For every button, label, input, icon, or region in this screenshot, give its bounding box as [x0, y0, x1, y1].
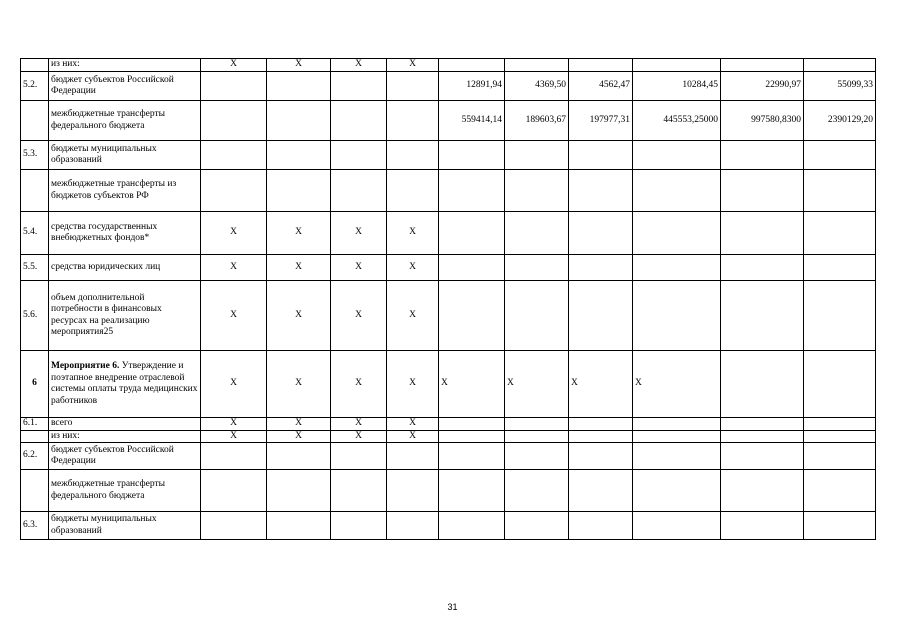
row-number: 5.3.: [21, 141, 49, 170]
table-row: [21, 512, 876, 540]
table-row: [21, 281, 876, 351]
row-label: средства государственных внебюджетных фондов*: [49, 212, 201, 255]
cell-value: 189603,67: [505, 101, 569, 141]
table-row: [21, 351, 876, 418]
cell-value: 10284,45: [633, 72, 721, 101]
cell-mark: [387, 101, 439, 141]
cell-mark: X: [267, 430, 331, 443]
cell-mark: X: [267, 212, 331, 255]
row-number: [21, 430, 49, 443]
cell-mark: X: [267, 418, 331, 431]
cell-mark: X: [633, 351, 721, 418]
cell-mark: X: [267, 351, 331, 418]
row-number: [21, 170, 49, 212]
cell-value: 997580,8300: [721, 101, 804, 141]
cell-mark: X: [387, 255, 439, 281]
row-number: 6: [21, 351, 49, 418]
row-label: межбюджетные трансферты федерального бюджета: [49, 470, 201, 512]
cell-mark: X: [387, 212, 439, 255]
table-row: [21, 443, 876, 470]
cell-value: [569, 59, 633, 72]
row-label: всего: [49, 418, 201, 431]
cell-mark: X: [331, 212, 387, 255]
cell-mark: X: [267, 59, 331, 72]
cell-mark: X: [387, 351, 439, 418]
cell-value: 445553,25000: [633, 101, 721, 141]
row-label: бюджет субъектов Российской Федерации: [49, 443, 201, 470]
table-row: [21, 418, 876, 431]
row-number: 5.4.: [21, 212, 49, 255]
cell-mark: X: [201, 430, 267, 443]
cell-mark: X: [201, 351, 267, 418]
table-row: [21, 255, 876, 281]
measure-description: Утверждение и поэтапное внедрение отраслевой системы оплаты труда медицинских работников: [51, 361, 198, 406]
cell-mark: X: [387, 418, 439, 431]
cell-mark: X: [569, 351, 633, 418]
cell-mark: X: [331, 59, 387, 72]
cell-mark: X: [331, 281, 387, 351]
row-label: бюджет субъектов Российской Федерации: [49, 72, 201, 101]
cell-value: 55099,33: [804, 72, 876, 101]
cell-mark: X: [439, 351, 505, 418]
cell-value: 4562,47: [569, 72, 633, 101]
row-label: [49, 351, 201, 418]
cell-mark: X: [201, 281, 267, 351]
row-label: бюджеты муниципальных образований: [49, 141, 201, 170]
row-number: [21, 59, 49, 72]
cell-mark: X: [201, 59, 267, 72]
row-label: объем дополнительной потребности в финансовых ресурсах на реализацию мероприятия25: [49, 281, 201, 351]
cell-mark: X: [267, 281, 331, 351]
cell-mark: X: [387, 430, 439, 443]
cell-value: 22990,97: [721, 72, 804, 101]
cell-mark: X: [267, 255, 331, 281]
row-label: межбюджетные трансферты федерального бюджета: [49, 101, 201, 141]
cell-mark: X: [331, 255, 387, 281]
cell-mark: [267, 101, 331, 141]
cell-mark: X: [331, 430, 387, 443]
row-number: 6.1.: [21, 418, 49, 431]
row-number: 5.2.: [21, 72, 49, 101]
page-number: 31: [447, 602, 458, 612]
cell-value: 12891,94: [439, 72, 505, 101]
row-number: [21, 470, 49, 512]
cell-mark: X: [331, 418, 387, 431]
table-row: [21, 101, 876, 141]
cell-value: 2390129,20: [804, 101, 876, 141]
row-number: 5.5.: [21, 255, 49, 281]
row-label: межбюджетные трансферты из бюджетов субъектов РФ: [49, 170, 201, 212]
cell-mark: [331, 101, 387, 141]
table-row: [21, 141, 876, 170]
cell-value: [505, 59, 569, 72]
cell-value: [721, 59, 804, 72]
cell-mark: X: [331, 351, 387, 418]
table-row: [21, 170, 876, 212]
cell-mark: X: [201, 418, 267, 431]
table-row: [21, 72, 876, 101]
table-row: [21, 212, 876, 255]
row-number: 5.6.: [21, 281, 49, 351]
cell-mark: X: [387, 281, 439, 351]
cell-value: [804, 59, 876, 72]
cell-mark: X: [505, 351, 569, 418]
measure-title: Мероприятие 6.: [51, 361, 120, 371]
table-row: [21, 470, 876, 512]
cell-value: 559414,14: [439, 101, 505, 141]
cell-value: 197977,31: [569, 101, 633, 141]
cell-mark: X: [201, 255, 267, 281]
cell-value: [439, 59, 505, 72]
row-number: [21, 101, 49, 141]
cell-value: [633, 59, 721, 72]
row-label: из них:: [49, 59, 201, 72]
cell-mark: [331, 72, 387, 101]
cell-mark: [201, 101, 267, 141]
cell-mark: X: [387, 59, 439, 72]
row-label: средства юридических лиц: [49, 255, 201, 281]
cell-mark: X: [201, 212, 267, 255]
budget-table: [20, 58, 876, 540]
row-number: 6.3.: [21, 512, 49, 540]
cell-mark: [267, 72, 331, 101]
table-row: [21, 430, 876, 443]
table-row: [21, 59, 876, 72]
cell-mark: [387, 72, 439, 101]
row-label: из них:: [49, 430, 201, 443]
row-number: 6.2.: [21, 443, 49, 470]
row-label: бюджеты муниципальных образований: [49, 512, 201, 540]
cell-mark: [201, 72, 267, 101]
cell-value: 4369,50: [505, 72, 569, 101]
